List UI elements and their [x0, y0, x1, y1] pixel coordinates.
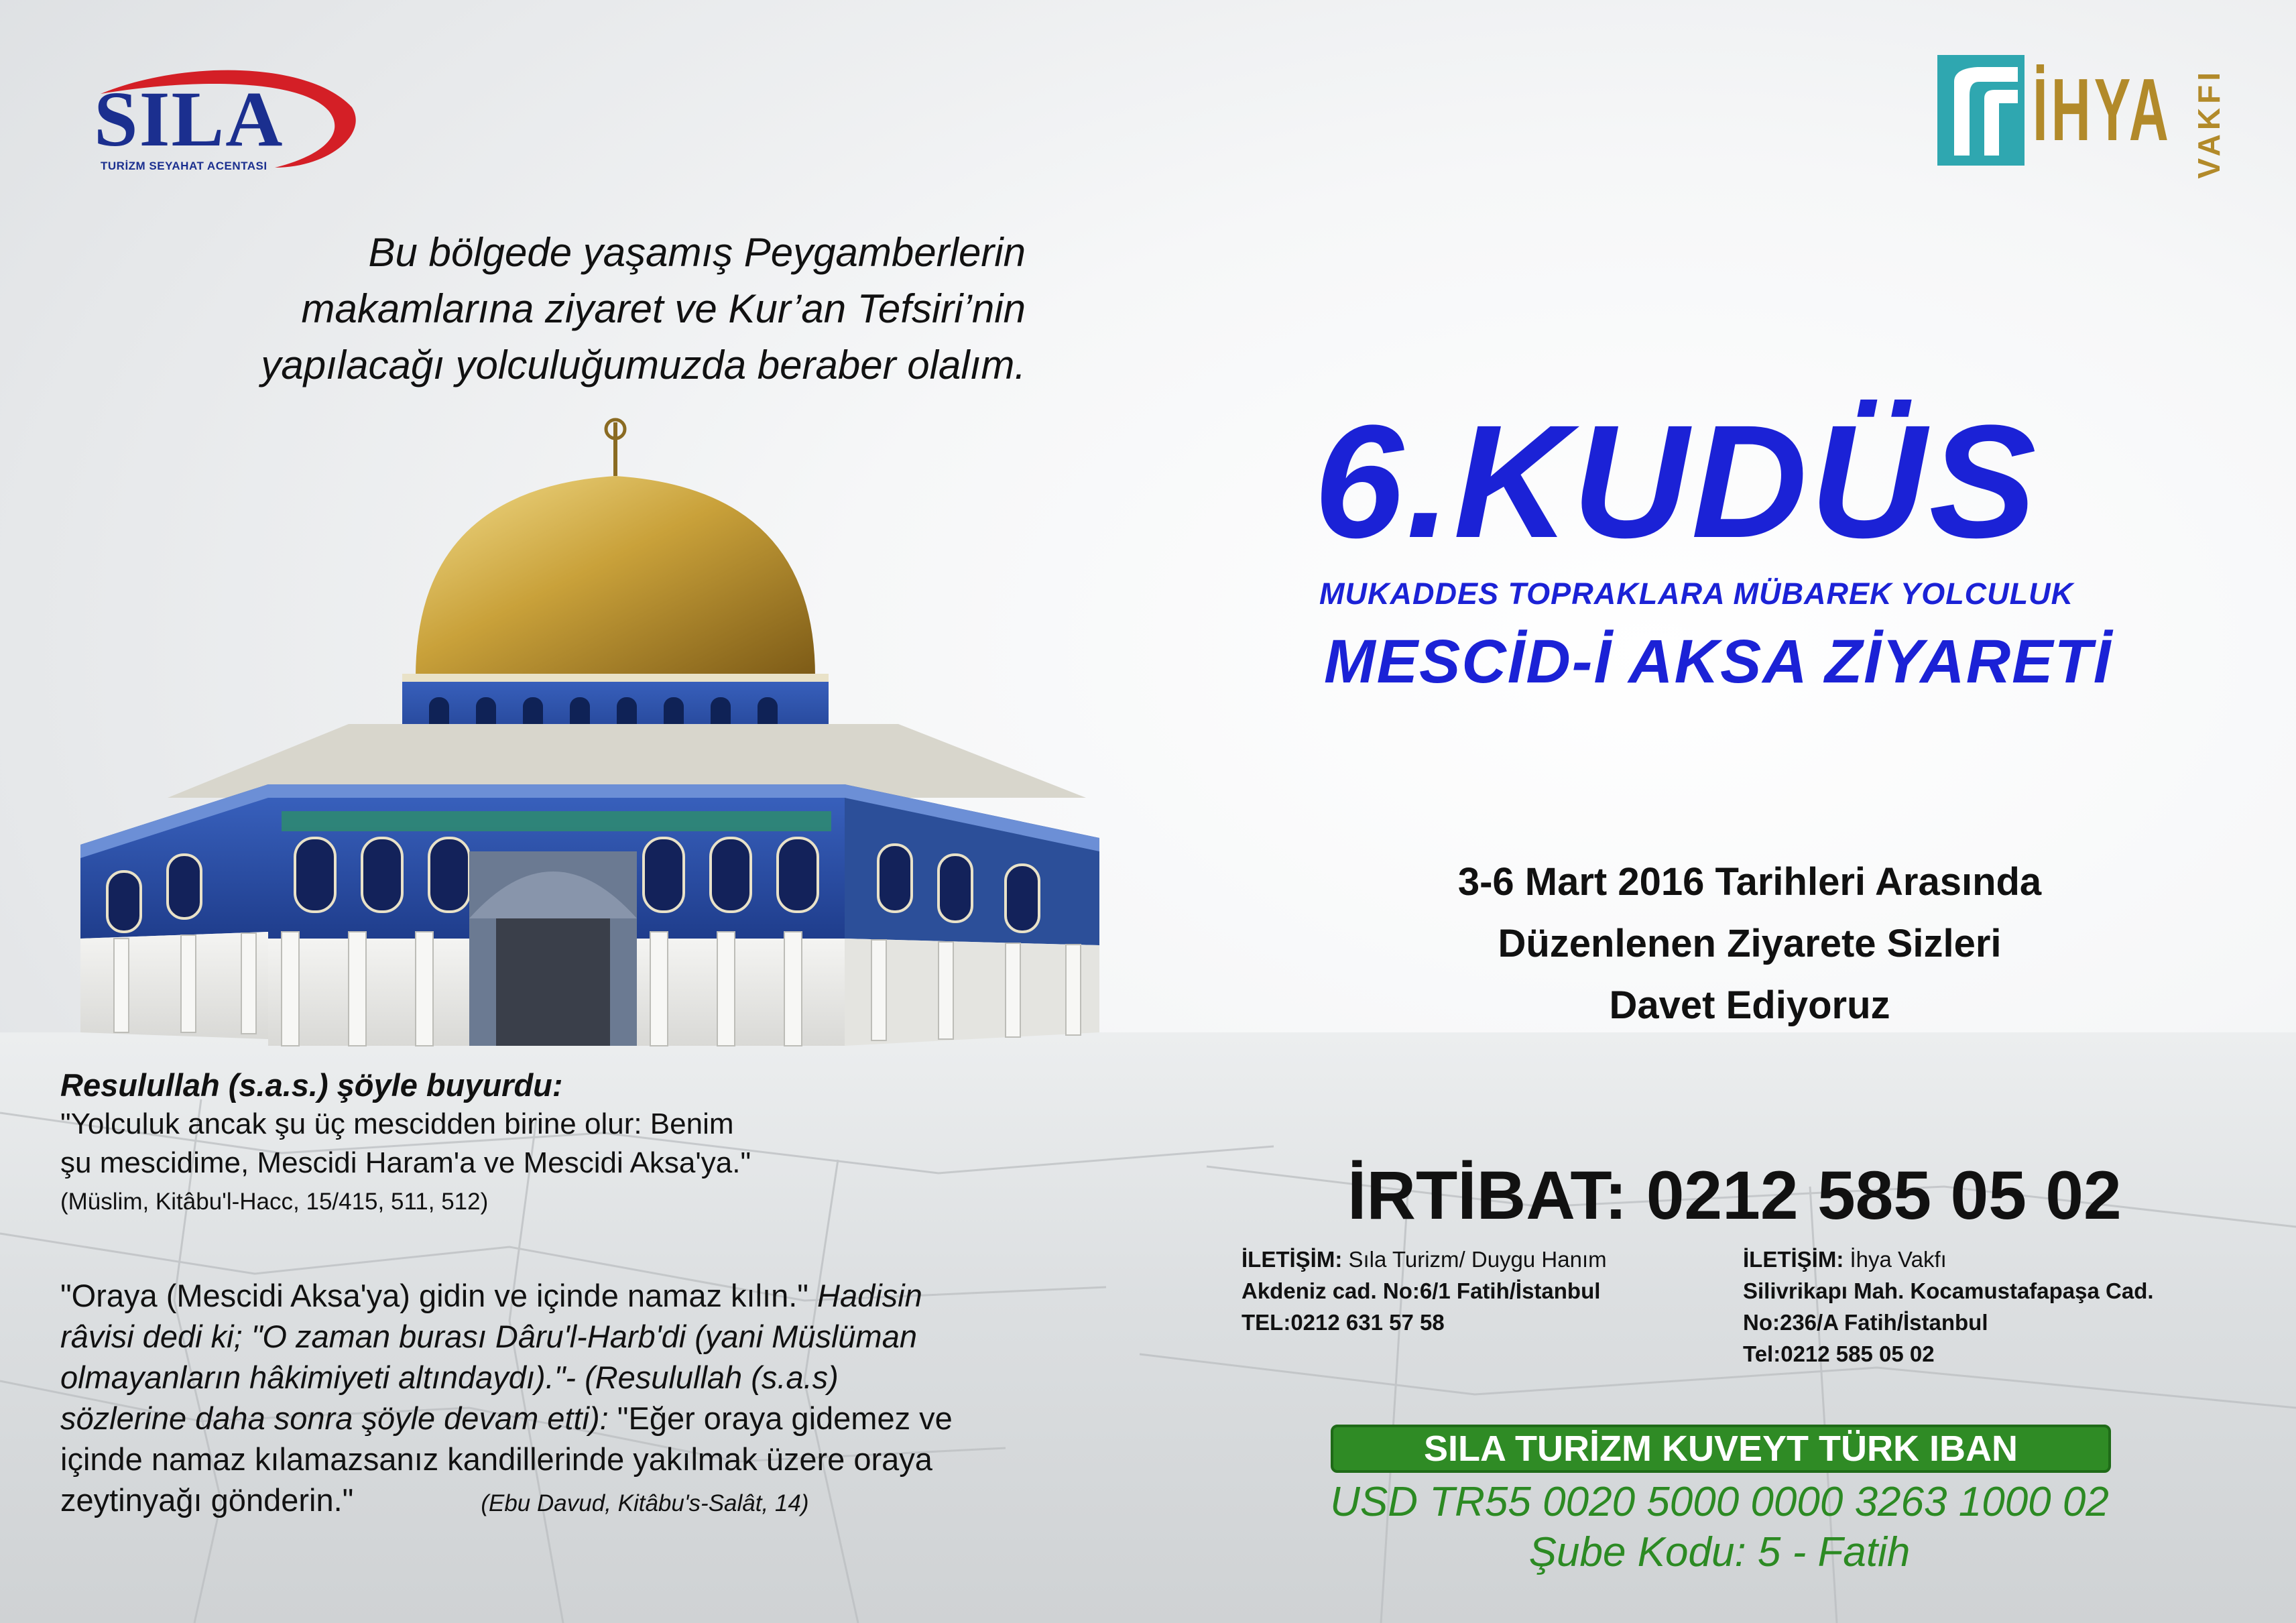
invitation-line: 3-6 Mart 2016 Tarihleri Arasında — [1457, 860, 2042, 904]
contact-name: Sıla Turizm/ Duygu Hanım — [1348, 1247, 1607, 1272]
bank-branch: Şube Kodu: 5 - Fatih — [1528, 1529, 1911, 1575]
intro-line: makamlarına ziyaret ve Kur’an Tefsiri’nin — [301, 286, 1026, 331]
hadith-heading: Resulullah (s.a.s.) şöyle buyurdu: — [60, 1067, 563, 1103]
sila-logo-tagline: TURİZM SEYAHAT ACENTASI — [101, 160, 267, 172]
contact-label: İLETİŞİM: — [1242, 1247, 1343, 1272]
contact-phone: Tel:0212 585 05 02 — [1743, 1341, 1935, 1366]
intro-text — [134, 225, 1026, 394]
event-title: 6.KUDÜS — [1314, 392, 2039, 571]
intro-line: yapılacağı yolculuğumuzda beraber olalım. — [261, 343, 1026, 387]
contact-address: No:236/A Fatih/İstanbul — [1743, 1310, 1988, 1335]
contact-phone-heading: İRTİBAT: 0212 585 05 02 — [1347, 1157, 2122, 1234]
invitation-line: Davet Ediyoruz — [1609, 983, 1890, 1027]
sila-logo — [87, 67, 369, 181]
hadith-line: "Yolculuk ancak şu üç mescidden birine olur: Benim — [60, 1107, 734, 1140]
hadith-line: zeytinyağı gönderin." — [60, 1482, 354, 1518]
hadith-line: içinde namaz kılamazsanız kandillerinde yakılmak üzere oraya — [60, 1441, 932, 1477]
hadith-line: Hadisin — [817, 1278, 922, 1313]
hadith-source: (Ebu Davud, Kitâbu's-Salât, 14) — [481, 1490, 809, 1516]
event-subtitle: MUKADDES TOPRAKLARA MÜBAREK YOLCULUK — [1319, 577, 2074, 611]
contact-phone: TEL:0212 631 57 58 — [1242, 1310, 1445, 1335]
event-subtitle-aksa: MESCİD-İ AKSA ZİYARETİ — [1324, 627, 2112, 696]
bank-heading: SILA TURİZM KUVEYT TÜRK IBAN — [1331, 1425, 2111, 1473]
ihya-logo — [1937, 55, 2232, 179]
ihya-logo-suffix: VAKFI — [2191, 68, 2226, 179]
intro-line: Bu bölgede yaşamış Peygamberlerin — [368, 230, 1026, 275]
sila-logo-name: SILA — [94, 75, 284, 163]
dome-of-the-rock-illustration — [67, 409, 1113, 1053]
bank-iban: USD TR55 0020 5000 0000 3263 1000 02 — [1330, 1479, 2109, 1525]
invitation-line: Düzenlenen Ziyarete Sizleri — [1498, 922, 2002, 965]
ihya-emblem-icon — [1937, 55, 2031, 169]
hadith-line: olmayanların hâkimiyeti altındaydı)."- (Resulullah (s.a.s) — [60, 1360, 839, 1395]
contact-ihya — [1743, 1244, 2154, 1370]
ihya-logo-name: İHYA — [2033, 60, 2172, 159]
hadith-source: (Müslim, Kitâbu'l-Hacc, 15/415, 511, 512) — [60, 1189, 489, 1215]
invitation-text — [1260, 851, 2239, 1036]
hadith-block-1 — [60, 1066, 1066, 1221]
contact-label: İLETİŞİM: — [1743, 1247, 1844, 1272]
hadith-line: sözlerine daha sonra şöyle devam etti): — [60, 1400, 609, 1436]
hadith-line: şu mescidime, Mescidi Haram'a ve Mescidi Aksa'ya." — [60, 1146, 751, 1179]
contact-name: İhya Vakfı — [1850, 1247, 1947, 1272]
hadith-line: râvisi dedi ki; "O zaman burası Dâru'l-Harb'di (yani Müslüman — [60, 1319, 917, 1354]
contact-address: Silivrikapı Mah. Kocamustafapaşa Cad. — [1743, 1278, 2154, 1303]
contact-address: Akdeniz cad. No:6/1 Fatih/İstanbul — [1242, 1278, 1601, 1303]
hadith-line: "Eğer oraya gidemez ve — [617, 1400, 953, 1436]
hadith-block-2 — [60, 1275, 1106, 1524]
hadith-line: "Oraya (Mescidi Aksa'ya) gidin ve içinde namaz kılın." — [60, 1278, 808, 1313]
contact-sila — [1242, 1244, 1607, 1338]
